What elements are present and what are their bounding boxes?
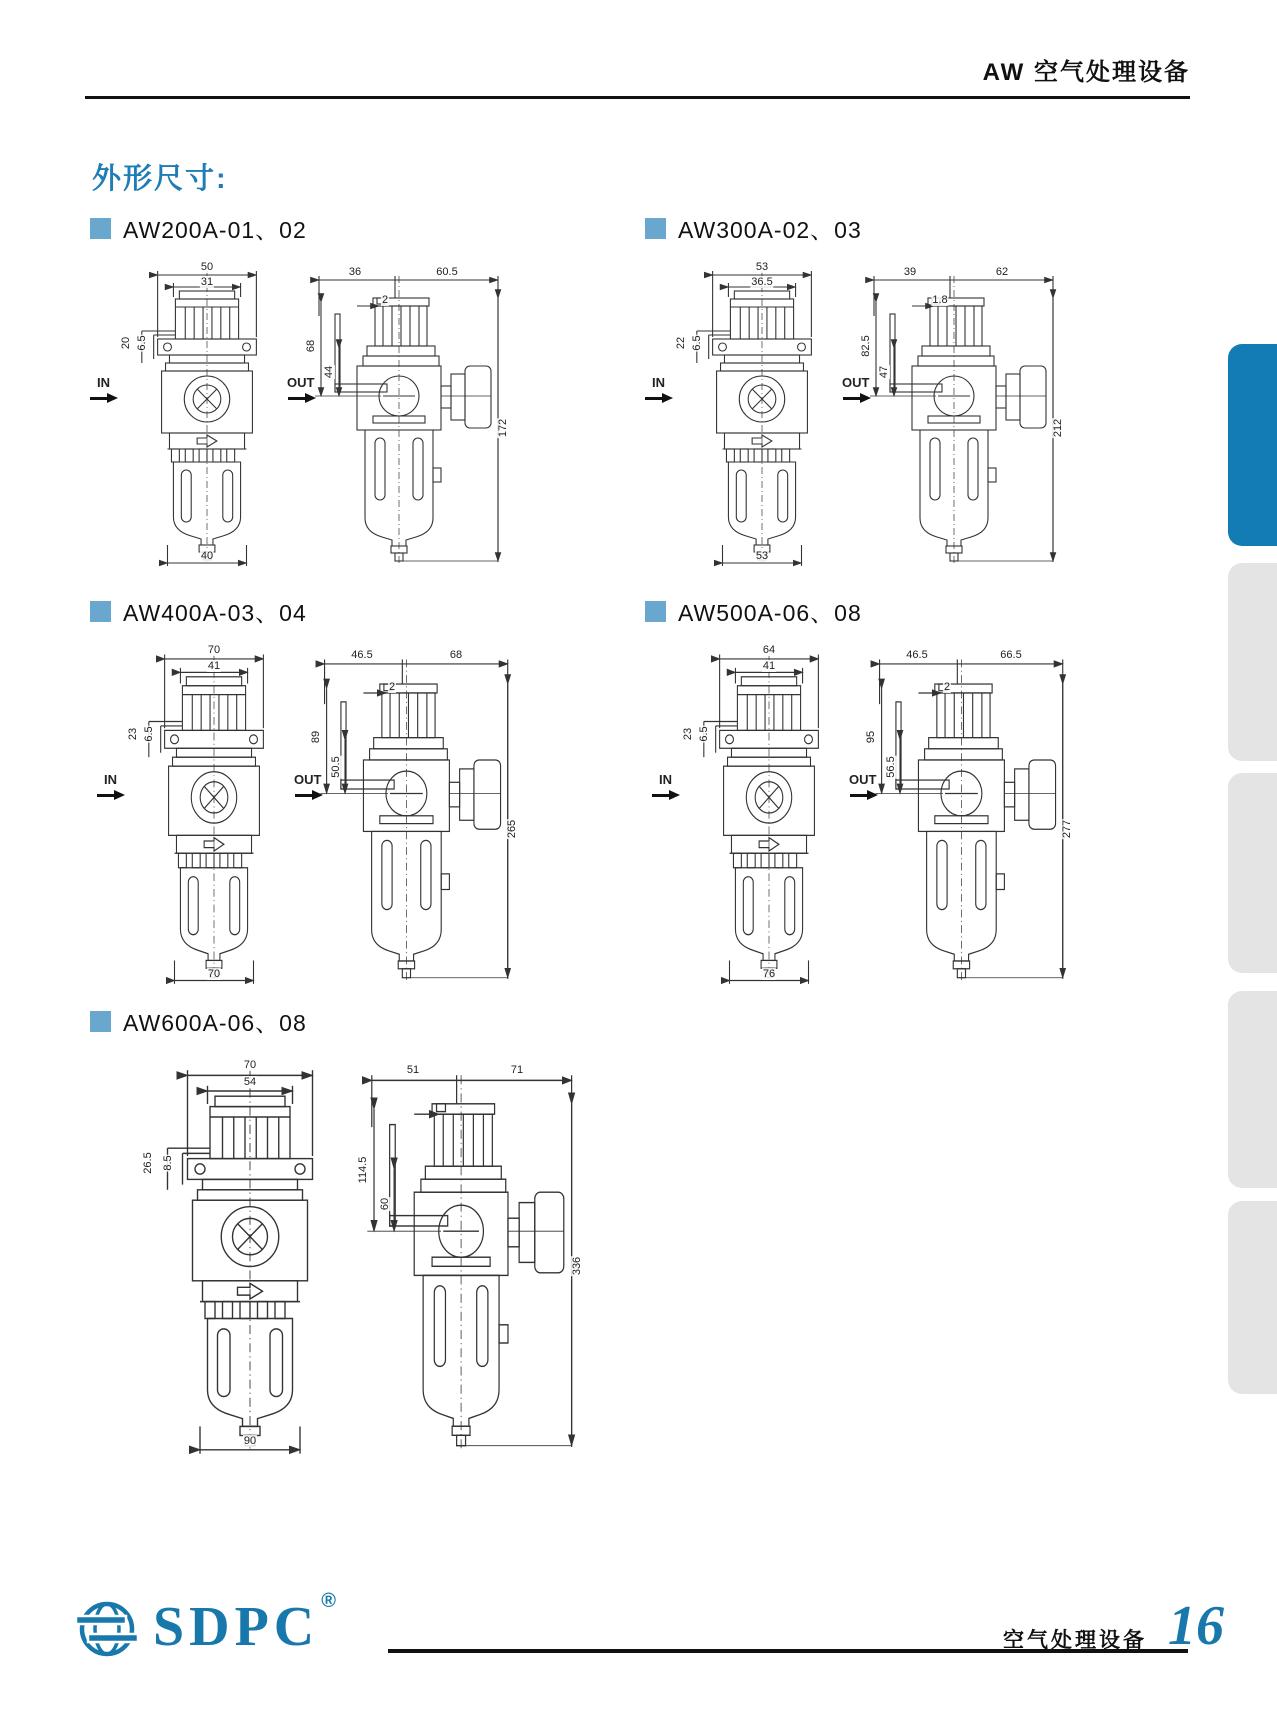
section-bullet-icon [645,601,666,622]
dim-label: 95 [865,730,877,744]
dim-label: 31 [200,276,214,288]
section-heading [90,595,307,628]
brand-name: SDPC [153,1596,320,1658]
dim-label: 47 [878,365,890,379]
header-rule [85,96,1190,99]
dim-label: 90 [243,1435,257,1447]
side-index-tab [1228,563,1277,761]
section-bullet-icon [90,218,111,239]
page-number: 16 [1168,1595,1224,1657]
dim-label: 265 [506,819,518,839]
flow-arrow-icon [97,790,125,800]
dim-label: 40 [200,550,214,562]
dim-label: 6.5 [136,335,148,351]
dim-label: 114.5 [357,1156,369,1184]
dim-label: 71 [510,1064,524,1076]
dim-label: 8.5 [162,1155,174,1171]
dim-label: 60.5 [436,266,458,278]
section-aw200a [90,212,560,592]
dim-label: 6.5 [691,335,703,351]
dim-label: 70 [207,968,221,980]
side-index-tab [1228,773,1277,973]
section-heading [90,212,307,245]
dim-label: 46.5 [351,649,373,661]
page-title: 外形尺寸: [92,163,228,195]
section-heading [645,595,862,628]
section-bullet-icon [90,1011,111,1032]
dim-label: 41 [207,660,221,672]
side-view-drawing [850,266,1065,572]
section-aw500a [645,595,1115,1005]
section-bullet-icon [645,218,666,239]
section-heading [90,1005,307,1038]
side-index-tab [1228,991,1277,1188]
dim-label: 60 [379,1197,391,1211]
dim-label: 66.5 [1000,649,1022,661]
dim-label: 50.5 [330,756,342,778]
section-aw600a [90,1005,650,1485]
brand-logo [75,1590,336,1660]
in-label: IN [104,772,117,787]
dim-label: 54 [243,1076,257,1088]
dim-label: 70 [207,644,221,656]
dim-label: 22 [675,336,687,350]
out-label: OUT [294,772,322,787]
dim-label: 89 [310,730,322,744]
dim-label: 20 [120,336,132,350]
out-label: OUT [849,772,877,787]
side-view-drawing [295,266,510,572]
dim-label: 172 [497,418,509,438]
dim-label: 212 [1052,418,1064,438]
dim-label: 70 [243,1059,257,1071]
out-label: OUT [842,375,870,390]
side-view-drawing [855,649,1075,990]
section-aw300a [645,212,1115,592]
dim-label: 46.5 [906,649,928,661]
dim-label: 2 [943,681,951,693]
globe-icon [75,1596,139,1660]
side-index-tab-active [1228,344,1277,546]
dim-label: 277 [1061,819,1073,839]
dim-label: 39 [903,266,917,278]
in-label: IN [652,375,665,390]
side-index-tab [1228,1201,1277,1394]
dim-label: 41 [762,660,776,672]
dim-label: 82.5 [860,335,872,357]
dim-label: 26.5 [142,1152,154,1174]
out-label: OUT [287,375,315,390]
dim-label: 23 [127,727,139,741]
flow-arrow-icon [90,393,118,403]
dim-label: 1.8 [932,294,948,306]
section-bullet-icon [90,601,111,622]
dim-label: 62 [995,266,1009,278]
dim-label: 53 [755,550,769,562]
section-label: AW600A-06、08 [123,1010,307,1036]
dim-label: 53 [755,261,769,273]
dim-label: 2 [381,294,389,306]
dim-label: 6.5 [698,726,710,742]
section-label: AW400A-03、04 [123,600,307,626]
dim-label: 68 [305,339,317,353]
side-view-drawing [300,649,520,990]
dim-label: 336 [571,1256,583,1276]
registered-mark: ® [321,1590,336,1612]
dim-label: 51 [406,1064,420,1076]
section-heading [645,212,862,245]
dim-label: 23 [682,727,694,741]
footer-category-label: 空气处理设备 [1003,1629,1147,1652]
front-view-drawing [142,1059,350,1455]
section-label: AW200A-01、02 [123,217,307,243]
dim-label: 50 [200,261,214,273]
dim-label: 36.5 [751,276,773,288]
section-label: AW500A-06、08 [678,600,862,626]
dim-label: 6.5 [143,726,155,742]
in-label: IN [659,772,672,787]
dim-label: 36 [348,266,362,278]
flow-arrow-icon [652,790,680,800]
dim-label: 56.5 [885,756,897,778]
dim-label: 44 [323,365,335,379]
side-view-drawing [345,1064,585,1460]
in-label: IN [97,375,110,390]
section-aw400a [90,595,560,1005]
dim-label: 64 [762,644,776,656]
dim-label: 76 [762,968,776,980]
flow-arrow-icon [645,393,673,403]
page-header-title: AW 空气处理设备 [982,59,1190,86]
dim-label: 68 [449,649,463,661]
section-label: AW300A-02、03 [678,217,862,243]
dim-label: 2 [388,681,396,693]
